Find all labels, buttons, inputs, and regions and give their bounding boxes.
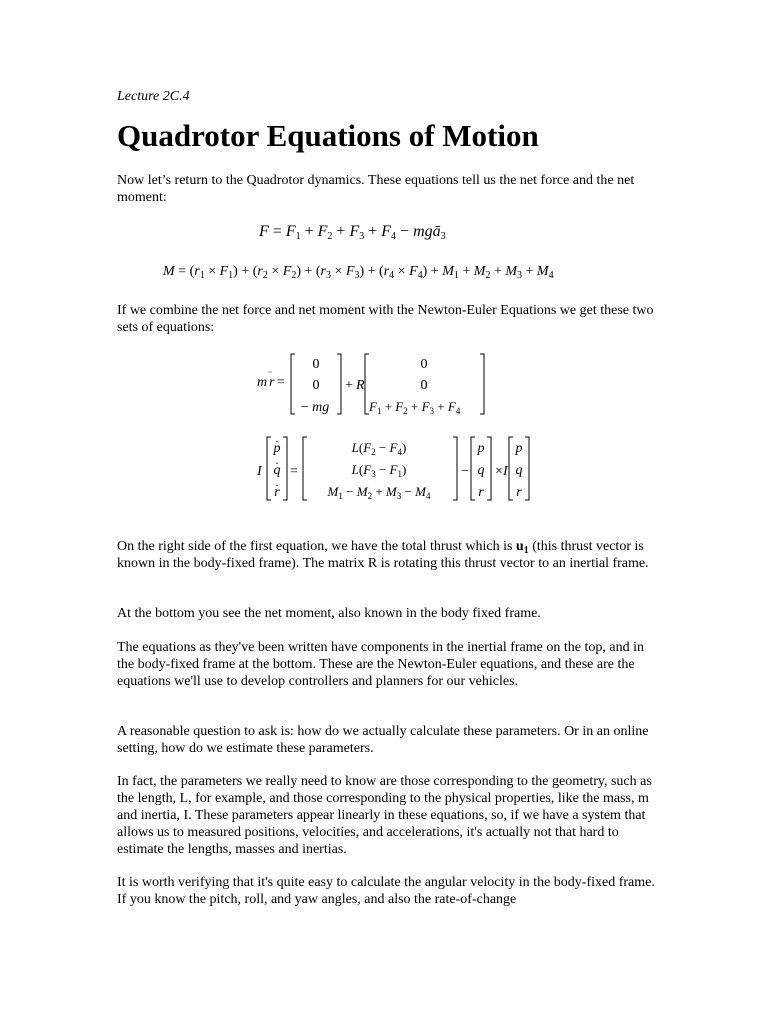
- lecture-label: Lecture 2C.4: [117, 89, 190, 104]
- svg-text:I: I: [503, 464, 508, 479]
- svg-text:q: q: [515, 463, 523, 478]
- svg-text:q: q: [273, 463, 281, 478]
- svg-text:r: r: [516, 485, 522, 500]
- rotational-equation: [255, 432, 545, 504]
- moment-equation: $M = (r_1 \times F_1) + (r_2 \times F_2) + (r_3 \times F_3) + (r_4 \times F_4) + M_1 + M_2 + M_3 + M_4$: [163, 264, 554, 281]
- svg-text:p: p: [273, 441, 281, 456]
- svg-text:m: m: [257, 375, 268, 390]
- svg-text:0: 0: [312, 357, 320, 372]
- paragraph-question: A reasonable question to ask is: how do we actually calculate these parameters. Or in an online setting, how do we estimate these parameters.: [117, 724, 649, 756]
- svg-text:F1 + F2 + F3 + F4: $F_1 + F_2 + F_3 + F_4$: [369, 399, 461, 416]
- page-title: Quadrotor Equations of Motion: [117, 118, 539, 153]
- paragraph-newton-euler: If we combine the net force and net moment with the Newton-Euler Equations we get these two sets of equations:: [117, 303, 654, 335]
- paragraph-net-moment: At the bottom you see the net moment, also known in the body fixed frame.: [117, 606, 541, 621]
- svg-text:̈: [268, 371, 272, 373]
- force-equation: $F = F_1 + F_2 + F_3 + F_4$ − $mgā_3$: [259, 223, 446, 242]
- svg-text:×: ×: [495, 464, 503, 479]
- svg-text:p: p: [477, 441, 485, 456]
- paragraph-thrust: On the right side of the first equation, we have the total thrust which is $u_1$ (this thrust vector is known in the body-fixed frame). The matrix R is rotating this thrust vector to an inertial frame.: [117, 539, 649, 571]
- svg-text:0: 0: [312, 378, 320, 393]
- svg-text:L(F2 − F4): $L(F_2 - F_4)$: [351, 440, 407, 457]
- paragraph-parameters: In fact, the parameters we really need to know are those corresponding to the geometry, such as the length, L, for example, and those corresponding to the physical properties, like the mass, m and inertia, I. These parameters appear linearly in these equations, so, if we have a system that allows us to measured positions, velocities, and accelerations, it's actually not that hard to estimate the lengths, masses and inertias.: [117, 774, 652, 857]
- svg-text:0: 0: [420, 378, 428, 393]
- svg-text:L(F3 − F1): $L(F_3 - F_1)$: [351, 462, 407, 479]
- translational-equation: [255, 350, 495, 420]
- svg-text:I: I: [257, 464, 262, 479]
- svg-text:r: r: [269, 375, 275, 390]
- svg-text:q: q: [477, 463, 485, 478]
- svg-text:.: .: [275, 432, 279, 445]
- svg-text:r: r: [478, 485, 484, 500]
- svg-text:−: −: [461, 464, 469, 479]
- svg-text:− mg: − mg: [300, 400, 330, 415]
- paragraph-intro: Now let’s return to the Quadrotor dynamics. These equations tell us the net force and the net moment:: [117, 173, 635, 205]
- paragraph-frames: The equations as they've been written have components in the inertial frame on the top, and in the body-fixed frame at the bottom. These are the Newton-Euler equations, and these are the equations we'll use to develop controllers and planners for our vehicles.: [117, 640, 644, 689]
- svg-text:+: +: [345, 378, 353, 393]
- svg-text:=: =: [290, 464, 298, 479]
- svg-text:.: .: [275, 475, 279, 489]
- svg-text:0: 0: [420, 357, 428, 372]
- svg-text:R: R: [356, 378, 365, 393]
- svg-text:p: p: [515, 441, 523, 456]
- svg-text:M1 − M2 + M3 − M4: $M_1 - M_2 + M_3 - M_4$: [327, 484, 431, 501]
- svg-text:=: =: [277, 375, 285, 390]
- svg-text:r: r: [274, 485, 280, 500]
- paragraph-angular-velocity: It is worth verifying that it's quite easy to calculate the angular velocity in the body-fixed frame. If you know the pitch, roll, and yaw angles, and also the rate-of-change: [117, 875, 655, 907]
- svg-text:.: .: [275, 453, 279, 467]
